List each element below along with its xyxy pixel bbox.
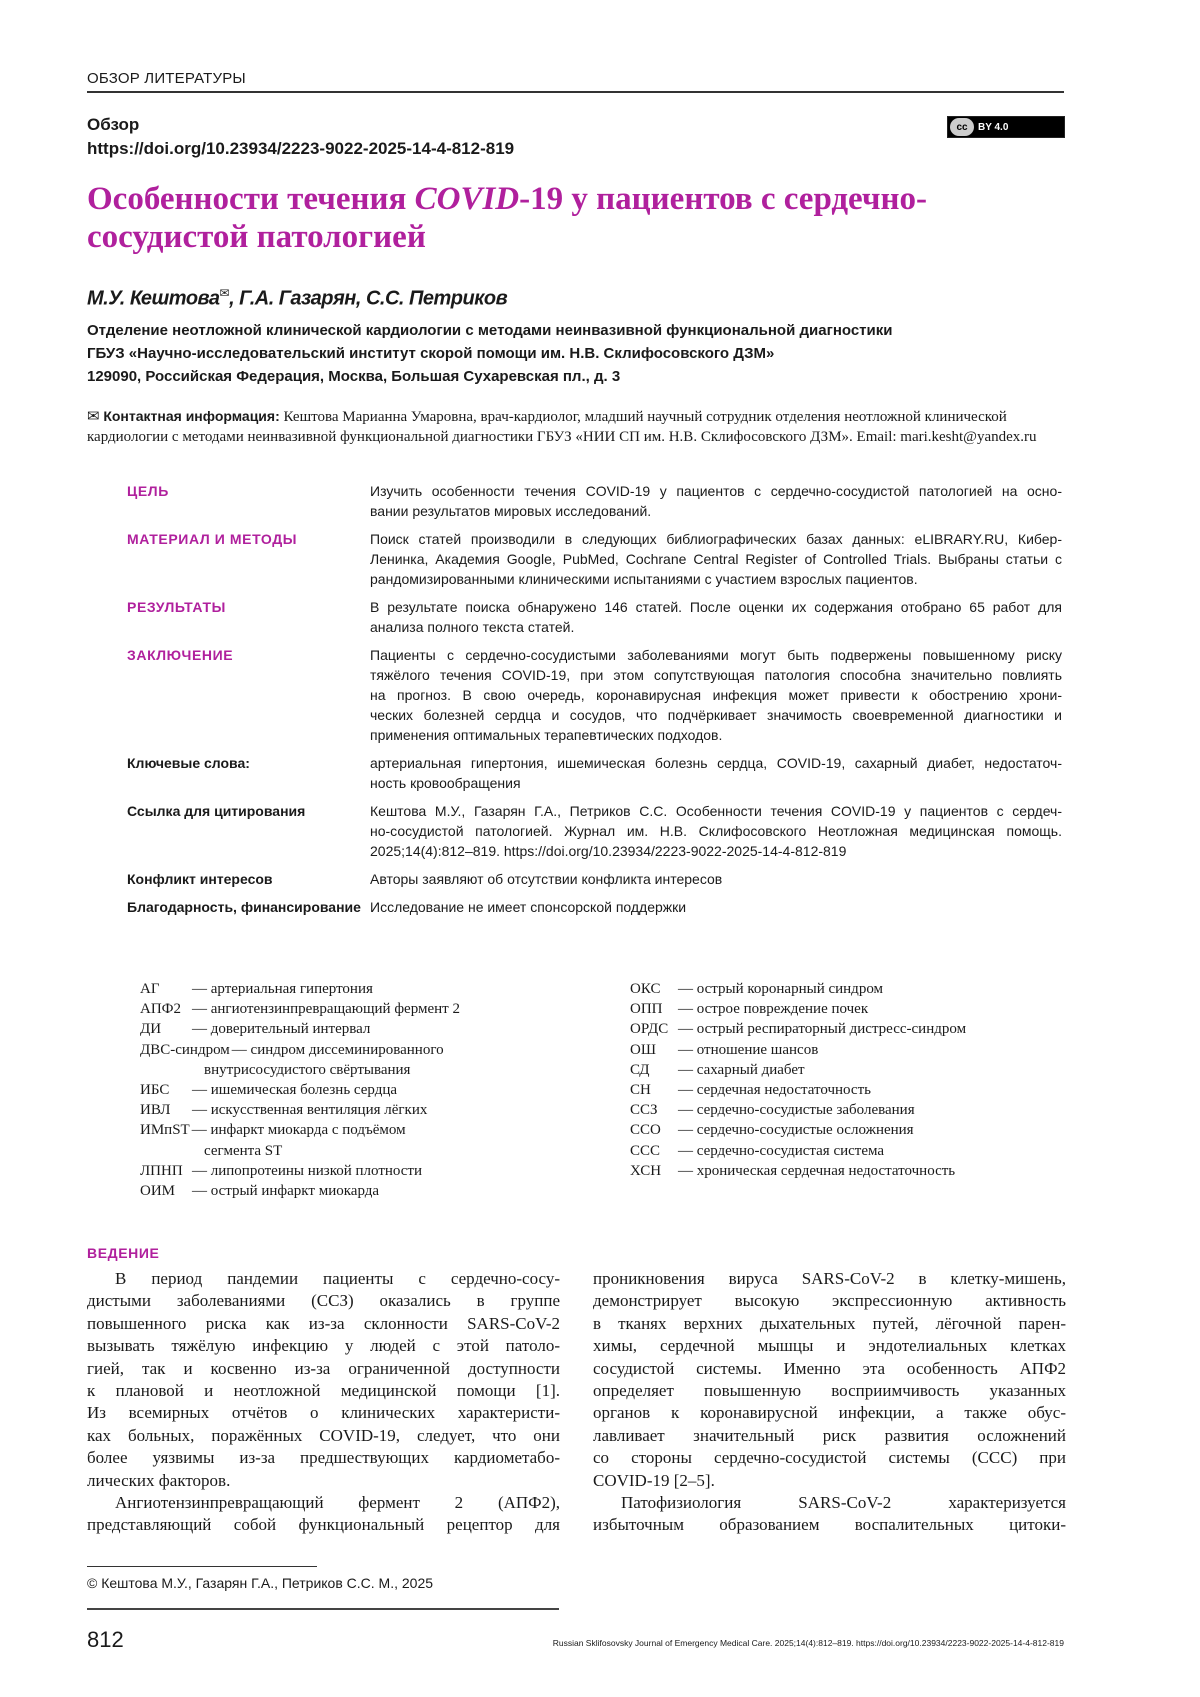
- body-line: В период пандемии пациенты с сердечно-сосу-: [115, 1269, 560, 1288]
- abstract-row: [127, 597, 1062, 637]
- body-line: вызывать тяжёлую инфекцию у людей с этой патоло-: [87, 1336, 560, 1356]
- abstract-table: [127, 481, 1062, 925]
- abstract-line: анализа полного текста статей.: [370, 619, 575, 635]
- abstract-line: Изучить особенности течения COVID-19 у пациентов с сердечно-сосудистой патологией на осно-: [370, 483, 1062, 499]
- abbreviations-left: [140, 979, 460, 1201]
- article-doi-link[interactable]: https://doi.org/10.23934/2223-9022-2025-14-4-812-819: [87, 139, 515, 158]
- abbreviation-item: [630, 1019, 966, 1039]
- body-line: дистыми заболеваниями (ССЗ) оказались в группе: [87, 1291, 560, 1311]
- body-line: COVID-19 [2–5].: [593, 1470, 715, 1490]
- abstract-row: [127, 753, 1062, 793]
- abstract-value: [370, 753, 1062, 793]
- abstract-row: [127, 529, 1062, 589]
- abstract-line: ческих болезней сердца и сосудов, что подчёркивает значимость своевременной диагностики и: [370, 707, 1062, 723]
- abstract-value: [370, 645, 1062, 745]
- abstract-row: [127, 801, 1062, 861]
- abstract-row: [127, 897, 1062, 917]
- abbreviation-value: — острый респираторный дистресс-синдром: [678, 1021, 967, 1038]
- abbreviation-key: СН: [630, 1082, 651, 1099]
- abbreviation-value: — синдром диссеминированного: [231, 1041, 444, 1058]
- abbreviation-key: ДИ: [140, 1021, 162, 1038]
- abstract-value: [370, 481, 1062, 521]
- abbreviation-value: — сердечная недостаточность: [678, 1082, 871, 1099]
- intro-heading: ВЕДЕНИЕ: [87, 1245, 160, 1261]
- body-line: гией, так и косвенно из-за ограниченной доступности: [87, 1358, 560, 1378]
- body-line: лических факторов.: [87, 1470, 231, 1490]
- contact-text: Кештова Марианна Умаровна, врач-кардиолог, младший научный сотрудник отделения неотложной клинической кардиологии с методами неинвазивной функциональной диагностики ГБУЗ «НИИ СП им. Н.В. Склифосовского ДЗМ». Email: mari.kesht@yandex.ru: [87, 409, 1037, 445]
- abbreviation-key: ИВЛ: [140, 1102, 171, 1119]
- abbreviation-value: — липопротеины низкой плотности: [192, 1162, 423, 1179]
- abstract-value: [370, 801, 1062, 861]
- abstract-line: В результате поиска обнаружено 146 статей. После оценки их содержания отобрано 65 работ для: [370, 599, 1062, 615]
- contact-label: Контактная информация:: [103, 408, 280, 424]
- body-line: со стороны сердечно-сосудистой системы (ССС) при: [593, 1448, 1066, 1468]
- abstract-label: ЦЕЛЬ: [127, 483, 169, 499]
- abbreviation-key: ОИМ: [140, 1183, 176, 1200]
- abstract-line: вании результатов мировых исследований.: [370, 503, 652, 519]
- abstract-line: Кештова М.У., Газарян Г.А., Петриков С.С. Особенности течения COVID-19 у пациентов с сердеч-: [370, 803, 1062, 819]
- abbreviation-item: [140, 1181, 460, 1201]
- abstract-line: но-сосудистой патологией. Журнал им. Н.В. Склифосовского Неотложная медицинская помощь.: [370, 823, 1062, 839]
- body-line: определяет повышенную восприимчивость указанных: [593, 1381, 1066, 1401]
- footer-citation: Russian Sklifosovsky Journal of Emergency Medical Care. 2025;14(4):812–819. https://doi.org/10.23934/2223-9022-2025-14-4-812-819: [552, 1638, 1064, 1648]
- abbreviation-value: — сахарный диабет: [678, 1061, 805, 1078]
- body-column-right: [593, 1268, 1066, 1537]
- abstract-line: применения оптимальных терапевтических подходов.: [370, 727, 723, 743]
- abbreviation-key: ОРДС: [630, 1021, 669, 1038]
- author-corresponding[interactable]: М.У. Кештова: [87, 287, 220, 310]
- abbreviation-key: ИМпST: [140, 1122, 190, 1139]
- abstract-line: Ленинка, Академия Google, PubMed, Cochrane Central Register of Controlled Trials. Выбраны статьи с: [370, 551, 1062, 567]
- article-type: Обзор: [87, 115, 140, 134]
- body-line: химы, сердечной мышцы и эндотелиальных клетках: [593, 1336, 1066, 1356]
- abbreviation-item: [630, 1100, 966, 1120]
- abbreviation-value: — артериальная гипертония: [192, 981, 373, 997]
- abbreviation-key: ССО: [630, 1122, 661, 1139]
- footnote-divider: [87, 1566, 317, 1567]
- abbreviation-value: — инфаркт миокарда с подъёмом: [191, 1122, 406, 1139]
- authors-rest: , Г.А. Газарян, С.С. Петриков: [229, 287, 508, 310]
- abbreviation-value: — искусственная вентиляция лёгких: [192, 1102, 428, 1119]
- abbreviation-value: — сердечно-сосудистые заболевания: [678, 1102, 915, 1119]
- section-label: ОБЗОР ЛИТЕРАТУРЫ: [87, 70, 246, 87]
- abstract-line: ность кровообращения: [370, 775, 521, 791]
- title-part: -19 у пациентов с сердечно-сосудистой патологией: [87, 181, 927, 255]
- contact-info: [87, 406, 1065, 447]
- abbreviation-item: [630, 1040, 966, 1060]
- abstract-label: ЗАКЛЮЧЕНИЕ: [127, 647, 234, 663]
- abstract-line: 2025;14(4):812–819. https://doi.org/10.23934/2223-9022-2025-14-4-812-819: [370, 843, 847, 859]
- envelope-icon: ✉: [87, 409, 100, 425]
- body-column-left: [87, 1268, 560, 1537]
- abstract-line: Пациенты с сердечно-сосудистыми заболеваниями могут быть подвержены повышенному риску: [370, 647, 1062, 663]
- abbreviation-key: АГ: [140, 981, 160, 997]
- abbreviation-value: — сердечно-сосудистые осложнения: [678, 1122, 914, 1139]
- abbreviation-item: [630, 979, 966, 999]
- abbreviation-value: — ишемическая болезнь сердца: [192, 1082, 398, 1099]
- page-number: 812: [87, 1627, 124, 1652]
- abbreviation-key: ЛПНП: [140, 1162, 183, 1179]
- body-line: в тканях верхних дыхательных путей, лёгочной парен-: [593, 1313, 1066, 1333]
- abstract-line: тяжёлого течения COVID-19, при этом сопутствующая патология способна значительно повлиять: [370, 667, 1062, 683]
- abstract-value: [370, 597, 1062, 637]
- abbreviation-item: [630, 1080, 966, 1100]
- abbreviation-item: [140, 999, 460, 1019]
- abbreviation-value: — ангиотензинпревращающий фермент 2: [192, 1001, 460, 1018]
- abbreviation-value: — острый инфаркт миокарда: [192, 1183, 380, 1200]
- affiliation: [87, 319, 892, 388]
- body-line: Ангиотензинпревращающий фермент 2 (АПФ2),: [115, 1493, 560, 1513]
- abbreviation-item: [140, 979, 460, 999]
- body-line: ках больных, поражённых COVID-19, следует, что они: [87, 1425, 560, 1445]
- abstract-label: Благодарность, финансирование: [127, 899, 361, 915]
- affiliation-line: ГБУЗ «Научно-исследовательский институт скорой помощи им. Н.В. Склифосовского ДЗМ»: [87, 345, 775, 362]
- abbreviation-item: [630, 1141, 966, 1161]
- footer-divider: [87, 1608, 559, 1610]
- abbreviation-item: [140, 1120, 460, 1140]
- abstract-line: Исследование не имеет спонсорской поддержки: [370, 899, 687, 915]
- abbreviation-value: — доверительный интервал: [192, 1021, 371, 1038]
- copyright: © Кештова М.У., Газарян Г.А., Петриков С.С. М., 2025: [87, 1575, 434, 1591]
- creative-commons-icon: cc: [950, 118, 974, 136]
- affiliation-line: Отделение неотложной клинической кардиологии с методами неинвазивной функциональной диагностики: [87, 322, 893, 339]
- abbreviation-key: ХСН: [630, 1162, 662, 1179]
- abbreviation-continuation: сегмента ST: [204, 1142, 283, 1159]
- article-title: [87, 180, 1067, 256]
- abbreviation-item: [630, 999, 966, 1019]
- header-divider: [87, 91, 1064, 93]
- abstract-line: артериальная гипертония, ишемическая болезнь сердца, COVID-19, сахарный диабет, недостаточ-: [370, 755, 1062, 771]
- abbreviation-item: [140, 1019, 460, 1039]
- abbreviation-key: АПФ2: [140, 1001, 182, 1018]
- abbreviation-key: ОКС: [630, 981, 661, 997]
- abbreviation-item: [140, 1100, 460, 1120]
- body-line: избыточным образованием воспалительных цитоки-: [593, 1515, 1066, 1535]
- abbreviation-key: ОПП: [630, 1001, 663, 1018]
- abstract-row: [127, 481, 1062, 521]
- abstract-row: [127, 645, 1062, 745]
- license-badge[interactable]: [947, 116, 1065, 138]
- affiliation-line: 129090, Российская Федерация, Москва, Большая Сухаревская пл., д. 3: [87, 368, 621, 385]
- abbreviation-key: ДВС-синдром: [140, 1041, 230, 1058]
- body-line: Патофизиология SARS-CoV-2 характеризуется: [621, 1493, 1066, 1513]
- license-label: BY 4.0: [978, 121, 1009, 133]
- abstract-line: Поиск статей производили в следующих библиографических базах данных: eLIBRARY.RU, Кибер-: [370, 531, 1062, 547]
- abbreviation-key: ИБС: [140, 1082, 170, 1099]
- abbreviation-key: ССЗ: [630, 1102, 658, 1119]
- abstract-value: [370, 897, 1062, 917]
- abstract-label: МАТЕРИАЛ И МЕТОДЫ: [127, 531, 298, 547]
- abstract-label: РЕЗУЛЬТАТЫ: [127, 599, 226, 615]
- envelope-icon: ✉: [219, 286, 230, 300]
- body-line: органов к коронавирусной инфекции, а также обус-: [593, 1403, 1066, 1423]
- abstract-value: [370, 529, 1062, 589]
- abstract-label: Конфликт интересов: [127, 871, 273, 887]
- body-line: сосудистой системы. Именно эта особенность АПФ2: [593, 1358, 1066, 1378]
- abstract-label: Ссылка для цитирования: [127, 803, 306, 819]
- title-part: Особенности течения: [87, 181, 415, 217]
- abbreviation-value: — острый коронарный синдром: [678, 981, 884, 997]
- abbreviation-value: — острое повреждение почек: [678, 1001, 869, 1018]
- body-line: представляющий собой функциональный рецептор для: [87, 1515, 560, 1535]
- abbreviation-key: ССС: [630, 1142, 661, 1159]
- title-covid: COVID: [414, 181, 520, 217]
- body-line: лавливает значительный риск развития осложнений: [593, 1425, 1066, 1445]
- abstract-row: [127, 869, 1062, 889]
- abstract-line: Авторы заявляют об отсутствии конфликта интересов: [370, 871, 723, 887]
- abbreviation-key: СД: [630, 1061, 650, 1078]
- body-line: Из всемирных отчётов о клинических характеристи-: [87, 1403, 560, 1423]
- body-line: демонстрирует высокую экспрессионную активность: [593, 1291, 1066, 1311]
- abbreviation-item: [140, 1040, 460, 1060]
- abbreviation-value: — отношение шансов: [678, 1041, 819, 1058]
- abbreviation-item: [140, 1080, 460, 1100]
- authors: [87, 286, 507, 311]
- abbreviation-item: [630, 1120, 966, 1140]
- abbreviation-item: [630, 1161, 966, 1181]
- abbreviation-value: — хроническая сердечная недостаточность: [678, 1162, 956, 1179]
- abbreviation-continuation: внутрисосудистого свёртывания: [204, 1061, 411, 1078]
- abbreviation-item: [140, 1161, 460, 1181]
- body-line: проникновения вируса SARS-CoV-2 в клетку-мишень,: [593, 1269, 1066, 1288]
- abbreviation-key: ОШ: [630, 1041, 656, 1058]
- body-line: к плановой и неотложной медицинской помощи [1].: [87, 1381, 560, 1401]
- abbreviation-item: [630, 1060, 966, 1080]
- abstract-label: Ключевые слова:: [127, 755, 250, 771]
- abbreviation-value: — сердечно-сосудистая система: [678, 1142, 885, 1159]
- abstract-line: рандомизированными клиническими испытаниями с участием взрослых пациентов.: [370, 571, 918, 587]
- abstract-value: [370, 869, 1062, 889]
- abstract-line: на прогноз. В свою очередь, коронавирусная инфекция может привести к обострению хрони-: [370, 687, 1062, 703]
- body-line: повышенного риска как из-за склонности SARS-CoV-2: [87, 1313, 560, 1333]
- abbreviations-right: [630, 979, 966, 1181]
- body-line: более уязвимы из-за предшествующих кардиометабо-: [87, 1448, 560, 1468]
